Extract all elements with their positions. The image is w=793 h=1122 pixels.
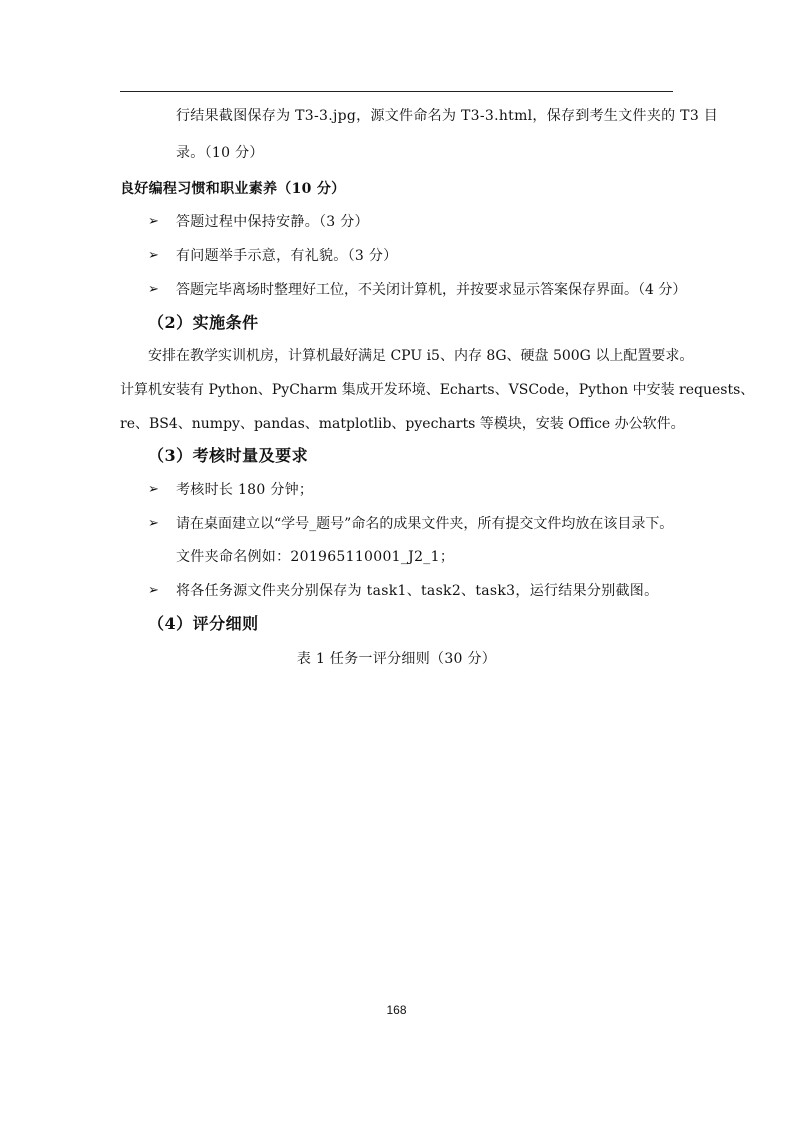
habits-heading: 良好编程习惯和职业素养（10 分） — [120, 181, 346, 197]
section-heading: （3）考核时量及要求 — [148, 446, 309, 465]
arrowhead-bullet-icon: ➢ — [148, 516, 159, 531]
paragraph-line: re、BS4、numpy、pandas、matplotlib、pyecharts 等模块，安装 Office 办公软件。 — [120, 416, 685, 432]
list-item: 请在桌面建立以“学号_题号”命名的成果文件夹，所有提交文件均放在该目录下。 — [176, 516, 674, 532]
paragraph-line: 计算机安装有 Python、PyCharm 集成开发环境、Echarts、VSCode，Python 中安装 requests、 — [120, 382, 755, 398]
arrowhead-bullet-icon: ➢ — [148, 282, 159, 297]
list-item: 考核时长 180 分钟； — [176, 482, 314, 498]
section-heading: （4）评分细则 — [148, 614, 259, 633]
arrowhead-bullet-icon: ➢ — [148, 482, 159, 497]
header-rule — [120, 91, 673, 92]
list-item: 将各任务源文件夹分别保存为 task1、task2、task3，运行结果分别截图。 — [176, 583, 659, 599]
arrowhead-bullet-icon: ➢ — [148, 248, 159, 263]
list-item: 答题过程中保持安静。（3 分） — [176, 214, 369, 230]
paragraph-line: 安排在教学实训机房，计算机最好满足 CPU i5、内存 8G、硬盘 500G 以上配置要求。 — [148, 348, 694, 364]
paragraph-line: 行结果截图保存为 T3-3.jpg，源文件命名为 T3-3.html，保存到考生文件夹的 T3 目 — [176, 108, 719, 124]
section-heading: （2）实施条件 — [148, 313, 259, 332]
list-item: 有问题举手示意，有礼貌。（3 分） — [176, 248, 398, 264]
page-number: 168 — [386, 1003, 407, 1017]
list-item-continuation: 文件夹命名例如：201965110001_J2_1； — [176, 549, 455, 565]
arrowhead-bullet-icon: ➢ — [148, 214, 159, 229]
table-caption: 表 1 任务一评分细则（30 分） — [296, 651, 497, 667]
paragraph-line: 录。（10 分） — [176, 145, 264, 161]
arrowhead-bullet-icon: ➢ — [148, 583, 159, 598]
list-item: 答题完毕离场时整理好工位，不关闭计算机，并按要求显示答案保存界面。（4 分） — [176, 282, 687, 298]
